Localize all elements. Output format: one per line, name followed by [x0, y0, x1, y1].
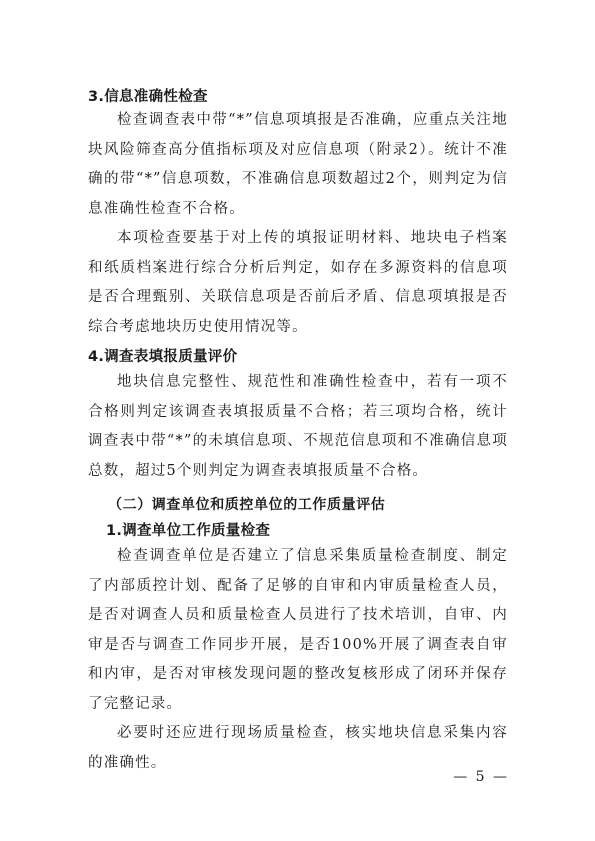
section-body-unit-quality [88, 542, 508, 778]
section-body-accuracy [88, 106, 508, 342]
section-heading-unit-quality: 1.调查单位工作质量检查 [106, 523, 271, 539]
section-heading-evaluation: 4.调查表填报质量评价 [88, 349, 238, 365]
section-heading-accuracy: 3.信息准确性检查 [88, 89, 208, 105]
paragraph: 地块信息完整性、规范性和准确性检查中，若有一项不合格则判定该调查表填报质量不合格；若三项均合格，统计调查表中带“*”的未填信息项、不规范信息项和不准确信息项总数，超过5个则判定为调查表填报质量不合格。 [88, 374, 508, 479]
paragraph: 本项检查要基于对上传的填报证明材料、地块电子档案和纸质档案进行综合分析后判定，如存在多源资料的信息项是否合理甄别、关联信息项是否前后矛盾、信息项填报是否综合考虑地块历史使用情况等。 [88, 230, 508, 335]
part-heading: （二）调查单位和质控单位的工作质量评估 [108, 497, 386, 513]
page-number: — 5 — [453, 769, 509, 785]
paragraph: 检查调查表中带“*”信息项填报是否准确，应重点关注地块风险筛查高分值指标项及对应信息项（附录2）。统计不准确的带“*”信息项数，不准确信息项数超过2个，则判定为信息准确性检查不合格。 [88, 112, 508, 217]
paragraph: 必要时还应进行现场质量检查，核实地块信息采集内容的准确性。 [88, 725, 508, 771]
section-body-evaluation [88, 368, 508, 486]
paragraph: 检查调查单位是否建立了信息采集质量检查制度、制定了内部质控计划、配备了足够的自审和内审质量检查人员，是否对调查人员和质量检查人员进行了技术培训，自审、内审是否与调查工作同步开展，是否100%开展了调查表自审和内审，是否对审核发现问题的整改复核形成了闭环并保存了完整记录。 [88, 548, 508, 712]
